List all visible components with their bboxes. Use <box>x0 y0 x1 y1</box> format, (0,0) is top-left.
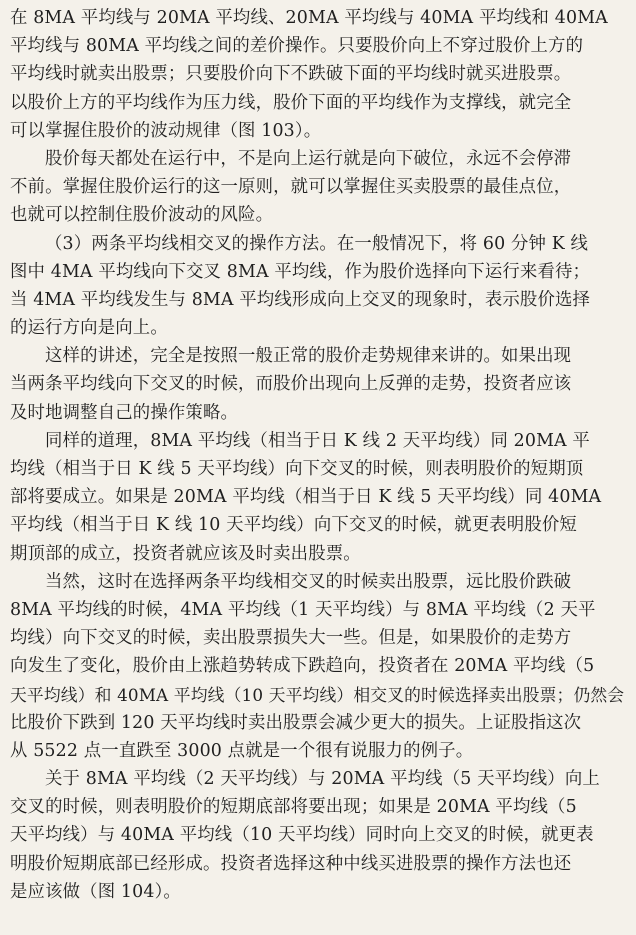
text-line: 股价每天都处在运行中，不是向上运行就是向下破位，永远不会停滞 <box>45 148 572 169</box>
text-line: 的运行方向是向上。 <box>10 318 168 339</box>
text-line: 期顶部的成立，投资者就应该及时卖出股票。 <box>10 543 361 564</box>
text-line: 平均线（相当于日 K 线 10 天平均线）向下交叉的时候，就更表明股价短 <box>10 515 577 536</box>
text-line: 同样的道理，8MA 平均线（相当于日 K 线 2 天平均线）同 20MA 平 <box>45 430 590 451</box>
text-line: 关于 8MA 平均线（2 天平均线）与 20MA 平均线（5 天平均线）向上 <box>45 769 600 790</box>
text-line: 图中 4MA 平均线向下交叉 8MA 平均线，作为股价选择向下运行来看待； <box>10 261 591 282</box>
text-line: 比股价下跌到 120 天平均线时卖出股票会减少更大的损失。上证股指这次 <box>10 712 582 733</box>
text-line: 均线（相当于日 K 线 5 天平均线）向下交叉的时候，则表明股价的短期顶 <box>10 459 584 479</box>
text-line: 平均线时就卖出股票；只要股价向下不跌破下面的平均线时就买进股票。 <box>10 64 572 85</box>
text-line: 天平均线）与 40MA 平均线（10 天平均线）同时向上交叉的时候，就更表 <box>10 825 594 846</box>
text-line: 及时地调整自己的操作策略。 <box>10 402 239 423</box>
text-line: 可以掌握住股价的波动规律（图 103）。 <box>10 120 322 141</box>
text-line: 明股价短期底部已经形成。投资者选择这种中线买进股票的操作方法也还 <box>10 853 572 874</box>
text-line: 当两条平均线向下交叉的时候，而股价出现向上反弹的走势，投资者应该 <box>10 374 572 395</box>
text-line: 当然，这时在选择两条平均线相交叉的时候卖出股票，远比股价跌破 <box>45 571 572 592</box>
text-line: 这样的讲述，完全是按照一般正常的股价走势规律来讲的。如果出现 <box>45 346 572 367</box>
text-line: 当 4MA 平均线发生与 8MA 平均线形成向上交叉的现象时，表示股价选择 <box>10 289 591 310</box>
text-line: 在 8MA 平均线与 20MA 平均线、20MA 平均线与 40MA 平均线和 40MA <box>10 8 608 28</box>
text-line: 不前。掌握住股价运行的这一原则，就可以掌握住买卖股票的最佳点位， <box>10 177 572 198</box>
text-line: 从 5522 点一直跌至 3000 点就是一个很有说服力的例子。 <box>10 740 474 761</box>
text-line: 天平均线）和 40MA 平均线（10 天平均线）相交叉的时候选择卖出股票；仍然会 <box>10 684 625 705</box>
text-line: 向发生了变化，股价由上涨趋势转成下跌趋向，投资者在 20MA 平均线（5 <box>10 656 595 677</box>
text-line: 是应该做（图 104）。 <box>10 881 181 902</box>
body-text <box>10 4 626 906</box>
text-line: 部将要成立。如果是 20MA 平均线（相当于日 K 线 5 天平均线）同 40MA <box>10 487 602 508</box>
text-line: 以股价上方的平均线作为压力线，股价下面的平均线作为支撑线，就完全 <box>10 92 572 113</box>
text-line: （3）两条平均线相交叉的操作方法。在一般情况下，将 60 分钟 K 线 <box>45 233 589 254</box>
text-line: 8MA 平均线的时候，4MA 平均线（1 天平均线）与 8MA 平均线（2 天平 <box>10 599 596 620</box>
text-line: 也就可以控制住股价波动的风险。 <box>10 205 274 226</box>
text-line: 平均线与 80MA 平均线之间的差价操作。只要股价向上不穿过股价上方的 <box>10 36 584 57</box>
text-line: 交叉的时候，则表明股价的短期底部将要出现；如果是 20MA 平均线（5 <box>10 797 577 818</box>
text-line: 均线）向下交叉的时候，卖出股票损失大一些。但是，如果股价的走势方 <box>10 628 572 649</box>
